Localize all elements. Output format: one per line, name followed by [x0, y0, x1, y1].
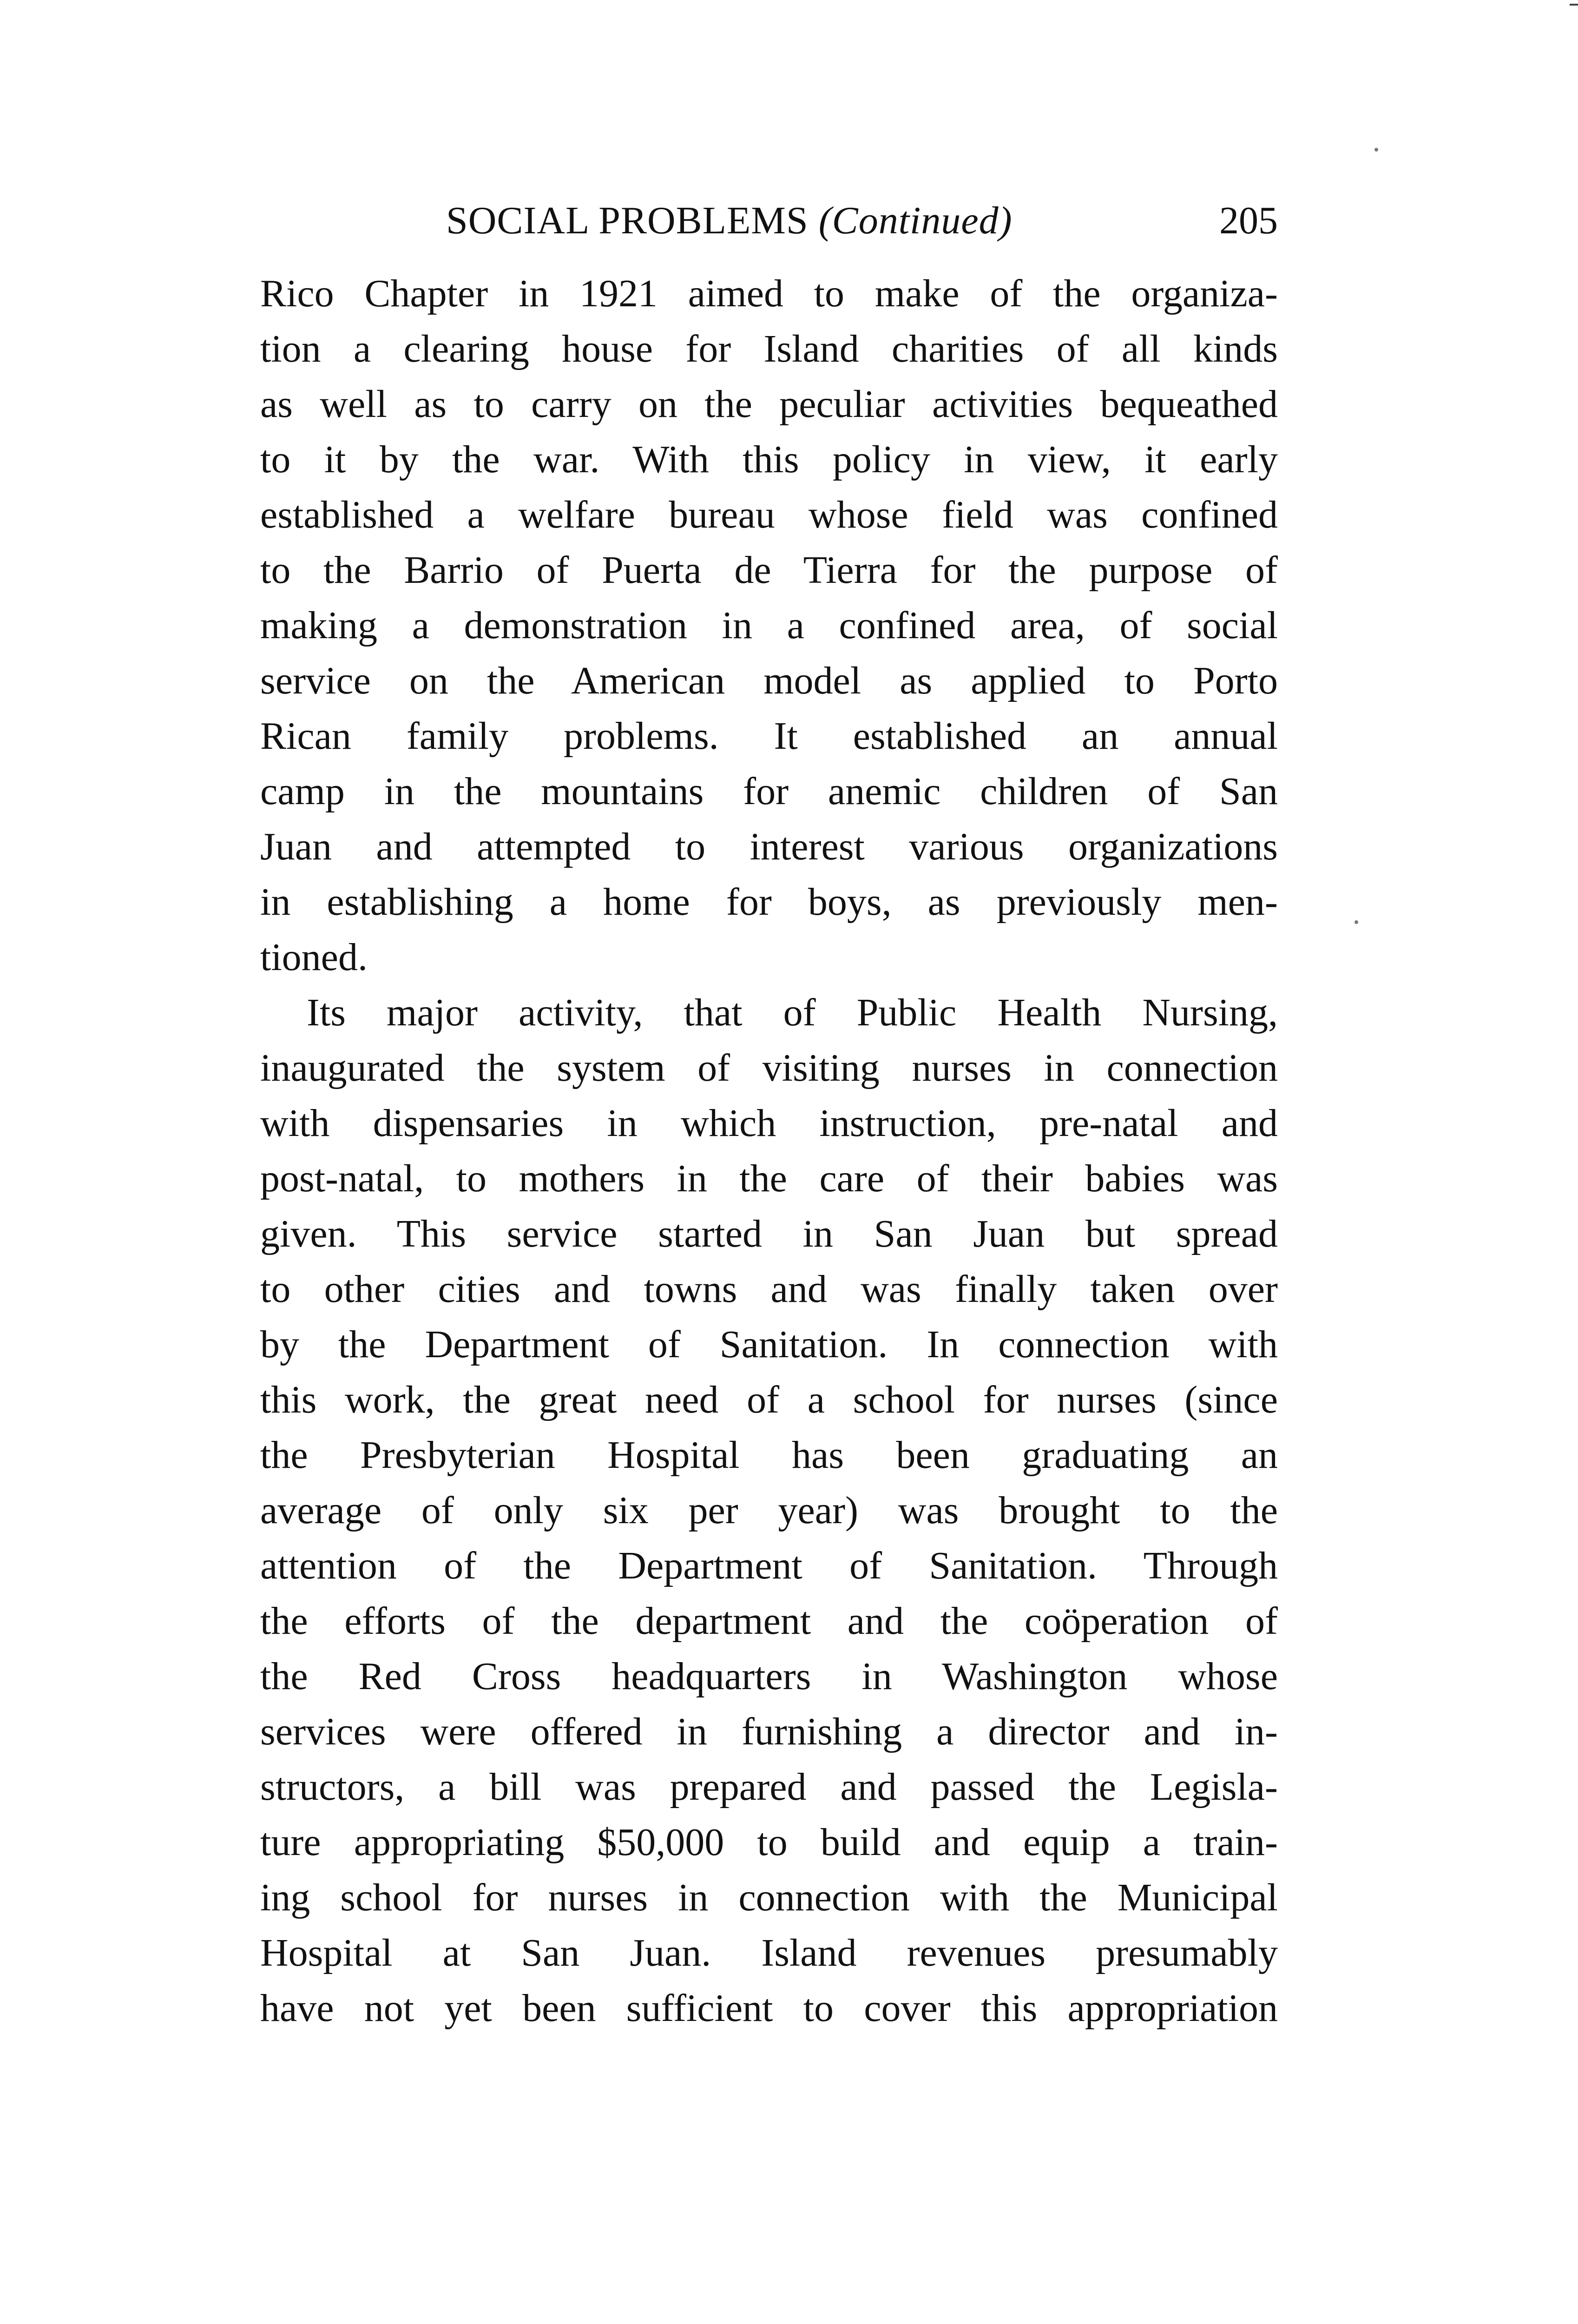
- text-line: Its major activity, that of Public Health Nursing,: [307, 991, 1278, 1034]
- text-line: to other cities and towns and was finally taken over: [260, 1268, 1278, 1311]
- text-line: Rican family problems. It established an annual: [260, 714, 1278, 758]
- text-line: service on the American model as applied to Porto: [260, 659, 1278, 702]
- running-head: [260, 188, 1278, 253]
- text-line: as well as to carry on the peculiar activities bequeathed: [260, 383, 1278, 426]
- text-line: in establishing a home for boys, as previously men-: [260, 880, 1278, 924]
- scan-edge-mark: [1570, 4, 1578, 6]
- text-line: structors, a bill was prepared and passed the Legisla-: [260, 1765, 1278, 1809]
- text-line: Hospital at San Juan. Island revenues presumably: [260, 1931, 1278, 1974]
- text-line: established a welfare bureau whose field was confined: [260, 493, 1278, 536]
- text-line: attention of the Department of Sanitation. Through: [260, 1544, 1278, 1587]
- text-line: inaugurated the system of visiting nurses in connection: [260, 1046, 1278, 1089]
- text-line: by the Department of Sanitation. In connection with: [260, 1323, 1278, 1366]
- text-line: with dispensaries in which instruction, pre-natal and: [260, 1102, 1278, 1145]
- running-title-continued: (Continued): [818, 199, 1013, 242]
- paragraph-1: [260, 266, 1278, 985]
- text-line: making a demonstration in a confined area, of social: [260, 604, 1278, 647]
- text-line: Rico Chapter in 1921 aimed to make of the organiza-: [260, 272, 1278, 315]
- text-line: post-natal, to mothers in the care of their babies was: [260, 1157, 1278, 1200]
- text-line: ing school for nurses in connection with the Municipal: [260, 1876, 1278, 1919]
- text-line: tioned.: [260, 936, 368, 979]
- margin-dot: [1374, 148, 1378, 152]
- text-line: have not yet been sufficient to cover this appropriation: [260, 1987, 1278, 2030]
- text-line: the Red Cross headquarters in Washington whose: [260, 1655, 1278, 1698]
- text-line: tion a clearing house for Island charities of all kinds: [260, 327, 1278, 370]
- text-line: to it by the war. With this policy in view, it early: [260, 438, 1278, 481]
- running-title: [446, 188, 1013, 253]
- page-number: 205: [1219, 199, 1278, 242]
- body-text: [260, 266, 1278, 2036]
- text-line: given. This service started in San Juan but spread: [260, 1212, 1278, 1255]
- text-line: services were offered in furnishing a director and in-: [260, 1710, 1278, 1753]
- text-line: the Presbyterian Hospital has been graduating an: [260, 1433, 1278, 1477]
- paragraph-2: [260, 985, 1278, 2036]
- text-line: ture appropriating $50,000 to build and equip a train-: [260, 1821, 1278, 1864]
- margin-dot: [1354, 920, 1358, 924]
- text-line: average of only six per year) was brought to the: [260, 1489, 1278, 1532]
- text-line: the efforts of the department and the coöperation of: [260, 1599, 1278, 1643]
- running-title-text: SOCIAL PROBLEMS: [446, 199, 809, 242]
- text-line: to the Barrio of Puerta de Tierra for the purpose of: [260, 548, 1278, 592]
- text-line: Juan and attempted to interest various organizations: [260, 825, 1278, 868]
- text-line: this work, the great need of a school for nurses (since: [260, 1378, 1278, 1421]
- text-line: camp in the mountains for anemic children of San: [260, 770, 1278, 813]
